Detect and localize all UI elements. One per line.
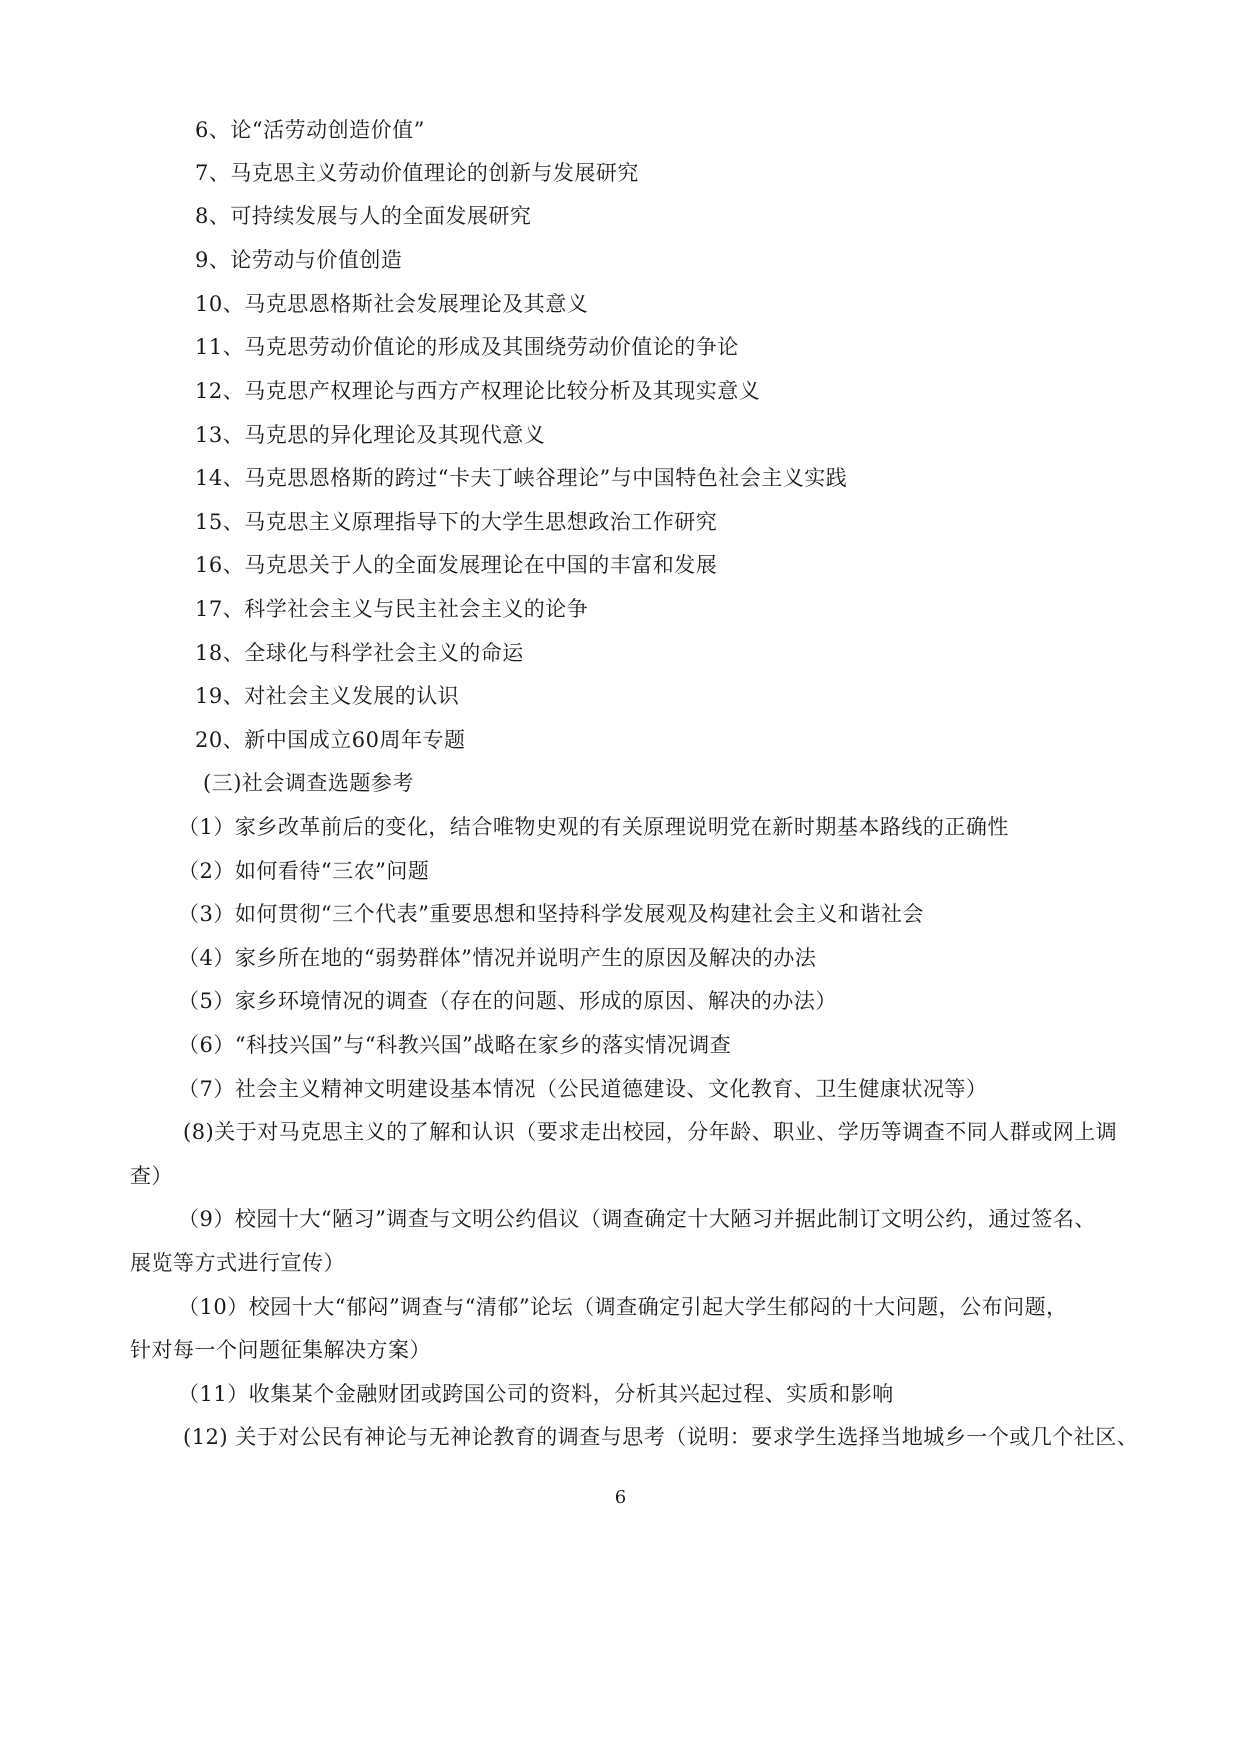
topic-item: 8、可持续发展与人的全面发展研究: [195, 204, 532, 228]
topic-item: 17、科学社会主义与民主社会主义的论争: [195, 597, 589, 621]
page-number: 6: [614, 1487, 627, 1508]
survey-item: （4）家乡所在地的“弱势群体”情况并说明产生的原因及解决的办法: [178, 946, 817, 970]
survey-item: (12) 关于对公民有神论与无神论教育的调查与思考（说明：要求学生选择当地城乡一个或几个社区、: [183, 1425, 1139, 1449]
survey-item: （9）校园十大“陋习”调查与文明公约倡议（调查确定十大陋习并据此制订文明公约，通过签名、: [178, 1207, 1096, 1231]
topic-item: 13、马克思的异化理论及其现代意义: [195, 423, 546, 447]
survey-item: （5）家乡环境情况的调查（存在的问题、形成的原因、解决的办法）: [178, 989, 837, 1013]
survey-item-continuation: 针对每一个问题征集解决方案）: [130, 1338, 431, 1362]
topic-item: 10、马克思恩格斯社会发展理论及其意义: [195, 292, 589, 316]
survey-item: （6）“科技兴国”与“科教兴国”战略在家乡的落实情况调查: [178, 1033, 732, 1057]
topic-item: 11、马克思劳动价值论的形成及其围绕劳动价值论的争论: [195, 335, 739, 359]
topic-item: 9、论劳动与价值创造: [195, 248, 403, 272]
topic-item: 20、新中国成立60周年专题: [195, 728, 466, 752]
topic-item: 18、全球化与科学社会主义的命运: [195, 641, 524, 665]
topic-item: 12、马克思产权理论与西方产权理论比较分析及其现实意义: [195, 379, 761, 403]
survey-item: （7）社会主义精神文明建设基本情况（公民道德建设、文化教育、卫生健康状况等）: [178, 1077, 988, 1101]
survey-item: （2）如何看待“三农”问题: [178, 859, 430, 883]
section-heading: (三)社会调查选题参考: [203, 771, 414, 795]
survey-item: （1）家乡改革前后的变化，结合唯物史观的有关原理说明党在新时期基本路线的正确性: [178, 815, 1009, 839]
survey-item: (8)关于对马克思主义的了解和认识（要求走出校园，分年龄、职业、学历等调查不同人群或网上调: [183, 1120, 1118, 1144]
topic-item: 19、对社会主义发展的认识: [195, 684, 460, 708]
topic-item: 14、马克思恩格斯的跨过“卡夫丁峡谷理论”与中国特色社会主义实践: [195, 466, 848, 490]
topic-item: 6、论“活劳动创造价值”: [195, 118, 425, 142]
topic-item: 7、马克思主义劳动价值理论的创新与发展研究: [195, 161, 639, 185]
survey-item: （10）校园十大“郁闷”调查与“清郁”论坛（调查确定引起大学生郁闷的十大问题，公布问题，: [178, 1295, 1068, 1319]
survey-item: （11）收集某个金融财团或跨国公司的资料，分析其兴起过程、实质和影响: [178, 1382, 894, 1406]
topic-item: 16、马克思关于人的全面发展理论在中国的丰富和发展: [195, 553, 718, 577]
survey-item: （3）如何贯彻“三个代表”重要思想和坚持科学发展观及构建社会主义和谐社会: [178, 902, 924, 926]
survey-item-continuation: 展览等方式进行宣传）: [130, 1251, 345, 1275]
topic-item: 15、马克思主义原理指导下的大学生思想政治工作研究: [195, 510, 718, 534]
survey-item-continuation: 查）: [130, 1164, 173, 1188]
